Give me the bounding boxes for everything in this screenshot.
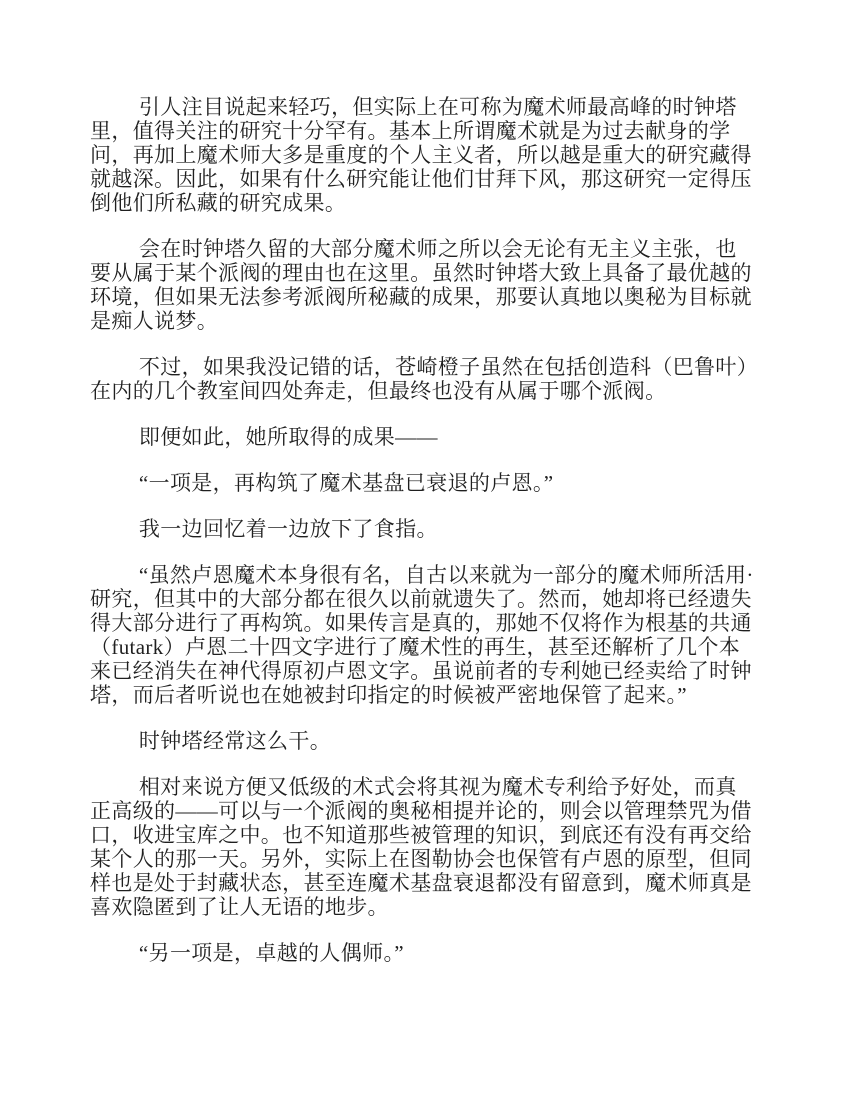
paragraph: “另一项是，卓越的人偶师。” (138, 941, 404, 965)
paragraph: “一项是，再构筑了魔术基盘已衰退的卢恩。” (138, 471, 554, 495)
paragraph: 会在时钟塔久留的大部分魔术师之所以会无论有无主义主张，也要从属于某个派阀的理由也在这里。虽然时钟塔大致上具备了最优越的环境，但如果无法参考派阀所秘藏的成果，那要认真地以奥秘为目标就是痴人说梦。 (90, 237, 752, 333)
paragraph: 我一边回忆着一边放下了食指。 (138, 517, 438, 541)
paragraph: 不过，如果我没记错的话，苍崎橙子虽然在包括创造科（巴鲁叶）在内的几个教室间四处奔走，但最终也没有从属于哪个派阀。 (90, 355, 748, 403)
paragraph: 时钟塔经常这么干。 (138, 729, 332, 753)
paragraph: 引人注目说起来轻巧，但实际上在可称为魔术师最高峰的时钟塔里，值得关注的研究十分罕有。基本上所谓魔术就是为过去献身的学问，再加上魔术师大多是重度的个人主义者，所以越是重大的研究藏得就越深。因此，如果有什么研究能让他们甘拜下风，那这研究一定得压倒他们所私藏的研究成果。 (90, 95, 752, 215)
paragraph: 即便如此，她所取得的成果—— (138, 425, 438, 449)
paragraph: “虽然卢恩魔术本身很有名，自古以来就为一部分的魔术师所活用·研究，但其中的大部分都在很久以前就遗失了。然而，她却将已经遗失得大部分进行了再构筑。如果传言是真的，那她不仅将作为根基的共通（futark）卢恩二十四文字进行了魔术性的再生，甚至还解析了几个本来已经消失在神代得原初卢恩文字。虽说前者的专利她已经卖给了时钟塔，而后者听说也在她被封印指定的时候被严密地保管了起来。” (90, 563, 754, 707)
paragraph: 相对来说方便又低级的术式会将其视为魔术专利给予好处，而真正高级的——可以与一个派阀的奥秘相提并论的，则会以管理禁咒为借口，收进宝库之中。也不知道那些被管理的知识，到底还有没有再交给某个人的那一天。另外，实际上在图勒协会也保管有卢恩的原型，但同样也是处于封藏状态，甚至连魔术基盘衰退都没有留意到，魔术师真是喜欢隐匿到了让人无语的地步。 (90, 775, 752, 919)
page-text (90, 95, 756, 965)
